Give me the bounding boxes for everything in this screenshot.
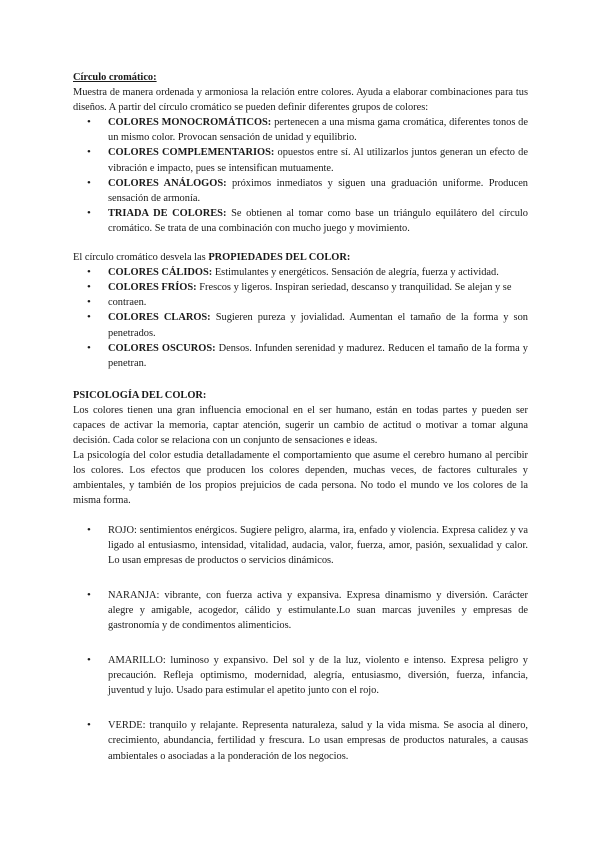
- list-item: • VERDE: tranquilo y relajante. Representa naturaleza, salud y la vida misma. Se asocia al dinero, crecimiento, abundancia, fertilidad y frescura. Lo usan empresas de productos naturales, a causas ambientales o asociadas a la ponderación de los negocios.: [73, 718, 528, 763]
- list-item: • ROJO: sentimientos enérgicos. Sugiere peligro, alarma, ira, enfado y violencia. Expresa calidez y va ligado al entusiasmo, intensidad, vitalidad, audacia, valor, fuerza, amor, pasión, sexualidad y calor. Lo usan empresas de productos o servicios dinámicos.: [73, 523, 528, 568]
- item-text: contraen.: [108, 297, 147, 309]
- item-text: Frescos y ligeros. Inspiran seriedad, descanso y tranquilidad. Se alejan y se: [196, 282, 512, 294]
- item-term: TRIADA DE COLORES:: [108, 207, 227, 219]
- section-title-circulo: Círculo cromático:: [73, 72, 157, 83]
- psicologia-paragraph-1: Los colores tienen una gran influencia emocional en el ser humano, están en todas partes y pueden ser capaces de activar la memoria, captar atención, sugerir un cambio de actitud o motivar a tomar alguna decisión. Cada color se relaciona con un conjunto de sensaciones e ideas.: [73, 404, 528, 447]
- circulo-list: [73, 115, 528, 236]
- item-term: COLORES OSCUROS:: [108, 342, 216, 354]
- list-item: [73, 115, 528, 145]
- list-item: [73, 265, 528, 280]
- list-item: [73, 280, 528, 295]
- list-item: [73, 341, 528, 371]
- propiedades-list: [73, 265, 528, 371]
- psicologia-paragraph-2: La psicología del color estudia detalladamente el comportamiento que asume el cerebro humano al percibir los colores. Los efectos que producen los colores dependen, muchas veces, de factores culturales y ambientales, y también de los propios prejuicios de cada persona. No todo el mundo ve los colores de la misma forma.: [73, 450, 528, 507]
- list-item: • AMARILLO: luminoso y expansivo. Del sol y de la luz, violento e intenso. Expresa peligro y precaución. Refleja optimismo, modernidad, alegría, entusiasmo, diversión, fuerza, infancia, juventud y lujo. Usado para estimular el apetito junto con el rojo.: [73, 653, 528, 698]
- item-term: COLORES CLAROS:: [108, 312, 211, 324]
- circulo-intro: Muestra de manera ordenada y armoniosa la relación entre colores. Ayuda a elaborar combinaciones para tus diseños. A partir del círculo cromático se pueden definir diferentes grupos de colores:: [73, 87, 528, 114]
- item-text: pertenecen a una misma gama cromática, diferentes tonos de un mismo color. Provocan sensación de unidad y equilibrio.: [108, 117, 528, 144]
- item-term: COLORES FRÍOS:: [108, 282, 197, 294]
- propiedades-intro: [73, 250, 528, 265]
- list-item: • NARANJA: vibrante, con fuerza activa y expansiva. Expresa dinamismo y diversión. Carácter alegre y amigable, acogedor, cálido y estimulante.Lo suan marcas juveniles y empresas de gastronomía y de condimentos alimenticios.: [73, 588, 528, 633]
- list-item: [73, 206, 528, 236]
- item-term: COLORES COMPLEMENTARIOS:: [108, 147, 275, 159]
- list-item: [73, 310, 528, 340]
- propiedades-intro-text: El círculo cromático desvela las: [73, 252, 209, 264]
- item-text: Sugieren pureza y jovialidad. Aumentan el tamaño de la forma y son penetrados.: [108, 312, 528, 339]
- propiedades-intro-bold: PROPIEDADES DEL COLOR:: [208, 252, 351, 264]
- item-term: COLORES MONOCROMÁTICOS:: [108, 117, 272, 129]
- item-text: Estimulantes y energéticos. Sensación de alegría, fuerza y actividad.: [212, 267, 499, 279]
- item-text: próximos inmediatos y siguen una graduación uniforme. Producen sensación de armonía.: [108, 177, 528, 204]
- item-text: Se obtienen al tomar como base un triángulo equilátero del círculo cromático. Se trata de una combinación con mucho juego y movimiento.: [108, 207, 528, 234]
- section-title-psicologia: PSICOLOGÍA DEL COLOR:: [73, 389, 207, 401]
- item-text: opuestos entre sí. Al utilizarlos juntos generan un efecto de vibración e impacto, pues se intensifican mutuamente.: [108, 147, 528, 174]
- list-item: [73, 176, 528, 206]
- item-term: COLORES ANÁLOGOS:: [108, 177, 227, 189]
- item-term: COLORES CÁLIDOS:: [108, 267, 213, 279]
- psicologia-list: [73, 523, 528, 764]
- item-text: Densos. Infunden serenidad y madurez. Reducen el tamaño de la forma y penetran.: [108, 342, 528, 369]
- list-item: [73, 145, 528, 175]
- list-item: [73, 295, 528, 310]
